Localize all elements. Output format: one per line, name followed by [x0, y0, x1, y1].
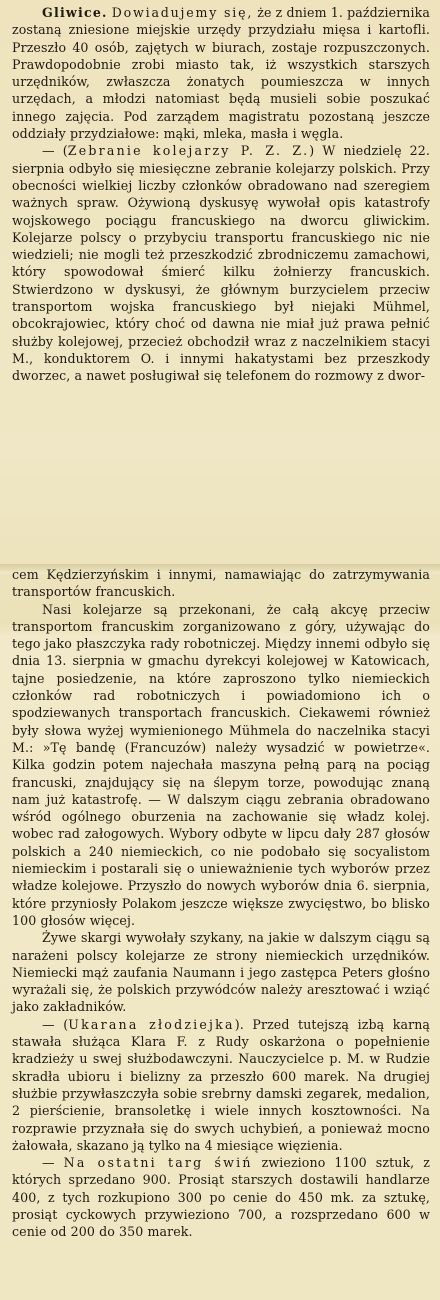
- article-title: Zebranie kolejarzy P. Z. Z.: [67, 143, 310, 159]
- article-title: Ukarana złodziejka: [68, 1016, 235, 1032]
- article-body: Żywe skargi wywołały szykany, na jakie w dalszym ciągu są narażeni polscy kolejarze ze strony niemieckich urzędników. Niemiecki mąż zaufania Naumann i jego zastępca Peters głośno wyrażali się, że polskich przywódców należy aresztować i wziąć jako zakładników.: [12, 930, 430, 1015]
- place-heading: Gliwice.: [42, 5, 108, 20]
- article-body: cem Kędzierzyńskim i innymi, namawiając do zatrzymywania transportów francuskich.: [12, 567, 430, 600]
- article-dash: —: [42, 1155, 64, 1171]
- article-body: zwieziono 1100 sztuk, z których sprzedano 900. Prosiąt starszych dostawili handlarze 400, z tych rozkupiono 300 po cenie do 450 mk. za sztukę, prosiąt cyckowych przywieziono 700, a rozsprzedano 600 w cenie od 200 do 350 marek.: [12, 1155, 430, 1240]
- article-railway-para3: [12, 929, 430, 1015]
- article-thief-punished: [12, 1016, 430, 1154]
- article-railway-continued: [12, 566, 430, 601]
- article-dash: — (: [42, 143, 68, 159]
- article-body: niedzielę 22. sierpnia odbyło się miesięczne zebranie kolejarzy polskich. Przy obecności wielkiej liczby członków obradowano nad szeregiem ważnych spraw. Ożywioną dyskusyę wywołał opis katastrofy wojskowego pociągu francuskiego na dworcu gliwickim. Kolejarze polscy o przybyciu transportu francuskiego nic nie wiedzieli; nie mogli też przeszkodzić zbrodniczemu zamachowi, który spowodował śmierć kilku żołnierzy francuskich. Stwierdzono w dyskusyi, że głównym burzycielem przeciw transportom wojska francuskiego był niejaki Mühmel, obcokrajowiec, który choć od dawna nie miał już prawa pełnić służby kolejowej, przecież obchodził wraz z naczelnikiem stacyi M., konduktorem O. i innymi hakatystami bez przeszkody dworzec, a nawet posługiwał się telefonem do rozmowy z dwor-: [12, 143, 431, 384]
- article-title: Na ostatni targ świń: [63, 1155, 253, 1171]
- article-pig-market: [12, 1154, 430, 1240]
- article-title-close: ).: [234, 1016, 244, 1032]
- article-dash: — (: [42, 1016, 69, 1032]
- article-railway-para2: [12, 601, 430, 930]
- article-body: że z dniem 1. października zostaną zniesione miejskie urzędy przydziału mięsa i kartofli. Przeszło 40 osób, zajętych w biurach, zostaje rozpuszczonych. Prawdopodobnie zrobi miasto tak, iż wszystkich starszych urzędników, zwłaszcza żonatych poumieszcza w innych urzędach, a młodzi natomiast będą musieli sobie poszukać innego zajęcia. Pod zarządem magistratu pozostaną jeszcze oddziały przydziałowe: mąki, mleka, masła i węgla.: [12, 5, 430, 142]
- article-body: Nasi kolejarze są przekonani, że całą akcyę przeciw transportom francuskim zorganizowano z góry, używając do tego jako płaszczyka rady robotniczej. Między innemi odbyło się dnia 13. sierpnia w gmachu dyrekcyi kolejowej w Katowicach, tajne posiedzenie, na które zaproszono tylko niemieckich członków rad robotniczych i powiadomiono ich o spodziewanych transportach francuskich. Ciekawemi również były słowa wyżej wymienionego Mühmela do naczelnika stacyi M.: »Tę bandę (Francuzów) należy wysadzić w powietrze«. Kilka godzin potem najechała maszyna pełną parą na pociąg francuski, znajdujący się na ślepym torze, powodując znaną nam już katastrofę. — W dalszym ciągu zebrania obradowano wśród ogólnego oburzenia na zachowanie się władz kolej. wobec rad załogowych. Wybory odbyte w lipcu dały 287 głosów polskich a 240 niemieckich, co nie podobało się socyalistom niemieckim i postarali się o unieważnienie tych wyborów przez władze kolejowe. Przyszło do nowych wyborów dnia 6. sierpnia, które przyniosły Polakom jeszcze większe zwycięstwo, bo blisko 100 głosów więcej.: [12, 601, 430, 928]
- article-title-close: ) W: [309, 143, 336, 159]
- clipping-bottom: [12, 566, 430, 1300]
- article-lead: Dowiadujemy się,: [111, 5, 254, 20]
- article-gliwice-positions: [12, 4, 430, 142]
- clipping-top: [12, 4, 430, 566]
- article-body: Przed tutejszą izbą karną stawała służąca Klara F. z Rudy oskarżona o popełnienie kradzieży u swej służbodawczyni. Nauczycielce p. M. w Rudzie skradła ubioru i bielizny za przeszło 600 marek. Na drugiej służbie przywłaszczyła sobie srebrny damski zegarek, medalion, 2 pierścienie, bransoletkę i wiele innych kosztowności. Na rozprawie przyznała się do swych uchybień, a ponieważ mocno żałowała, skazano ją tylko na 4 miesiące więzienia.: [12, 1016, 431, 1153]
- article-railway-meeting: [12, 142, 430, 384]
